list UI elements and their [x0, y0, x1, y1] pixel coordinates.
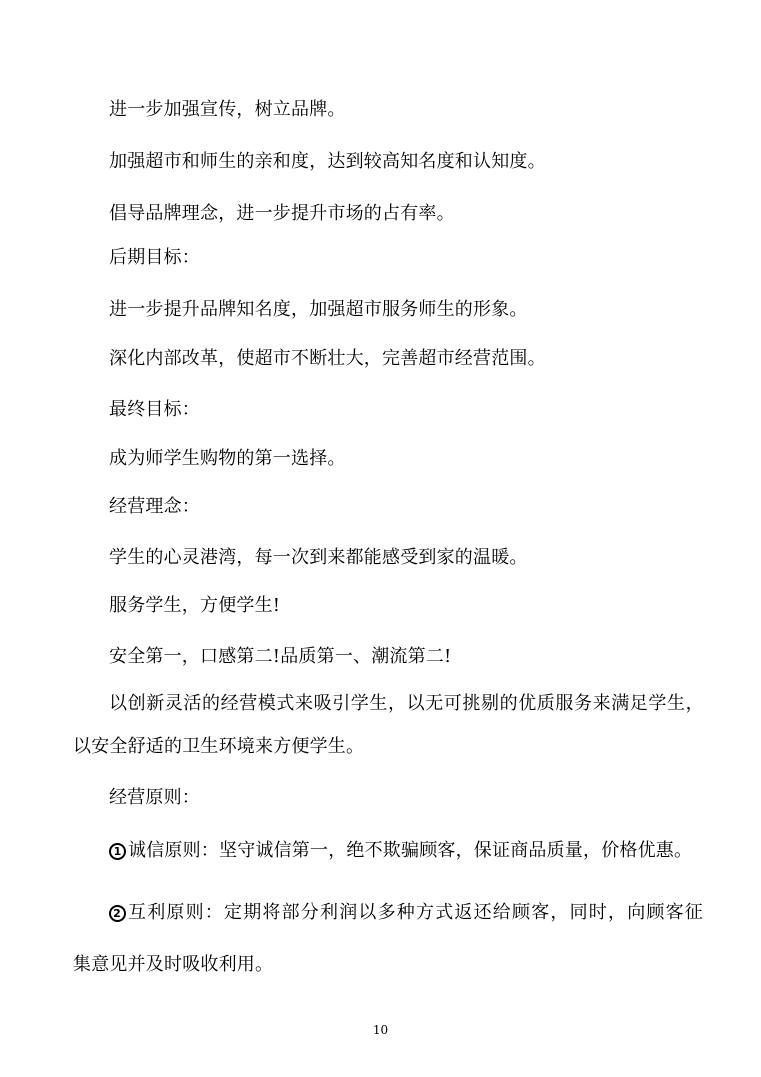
- heading-business-principles: 经营原则：: [109, 787, 200, 808]
- paragraph-business-model-line2: 以安全舒适的卫生环境来方便学生。: [73, 736, 365, 757]
- circled-number-one: 1: [109, 843, 126, 860]
- heading-later-goals: 后期目标：: [109, 247, 200, 268]
- circled-number-two: 2: [109, 905, 126, 922]
- paragraph-student-harbor: 学生的心灵港湾，每一次到来都能感受到家的温暖。: [109, 547, 528, 568]
- principle-mutual-benefit-line1: [109, 901, 704, 925]
- paragraph-internal-reform: 深化内部改革，使超市不断壮大，完善超市经营范围。: [109, 348, 546, 369]
- paragraph-brand-concept: 倡导品牌理念，进一步提升市场的占有率。: [109, 203, 455, 224]
- heading-business-philosophy: 经营理念：: [109, 496, 200, 517]
- principle-mutual-benefit-line2: 集意见并及时吸收利用。: [73, 954, 274, 975]
- paragraph-affinity: 加强超市和师生的亲和度，达到较高知名度和认知度。: [109, 151, 546, 172]
- paragraph-first-choice: 成为师学生购物的第一选择。: [109, 448, 346, 469]
- principle-integrity: [109, 839, 692, 863]
- paragraph-serve-students: 服务学生，方便学生!: [109, 595, 281, 616]
- paragraph-business-model-line1: 以创新灵活的经营模式来吸引学生，以无可挑剔的优质服务来满足学生，: [109, 693, 705, 714]
- paragraph-safety-first: 安全第一，口感第二!品质第一、潮流第二!: [109, 646, 452, 667]
- principle-mutual-benefit-text: 互利原则：定期将部分利润以多种方式返还给顾客，同时，向顾客征: [128, 902, 704, 923]
- principle-integrity-text: 诚信原则：坚守诚信第一，绝不欺骗顾客，保证商品质量，价格优惠。: [128, 840, 693, 861]
- paragraph-promotion: 进一步加强宣传，树立品牌。: [109, 99, 346, 120]
- heading-final-goal: 最终目标：: [109, 399, 200, 420]
- page-number: 10: [372, 1023, 389, 1037]
- paragraph-brand-awareness: 进一步提升品牌知名度，加强超市服务师生的形象。: [109, 299, 528, 320]
